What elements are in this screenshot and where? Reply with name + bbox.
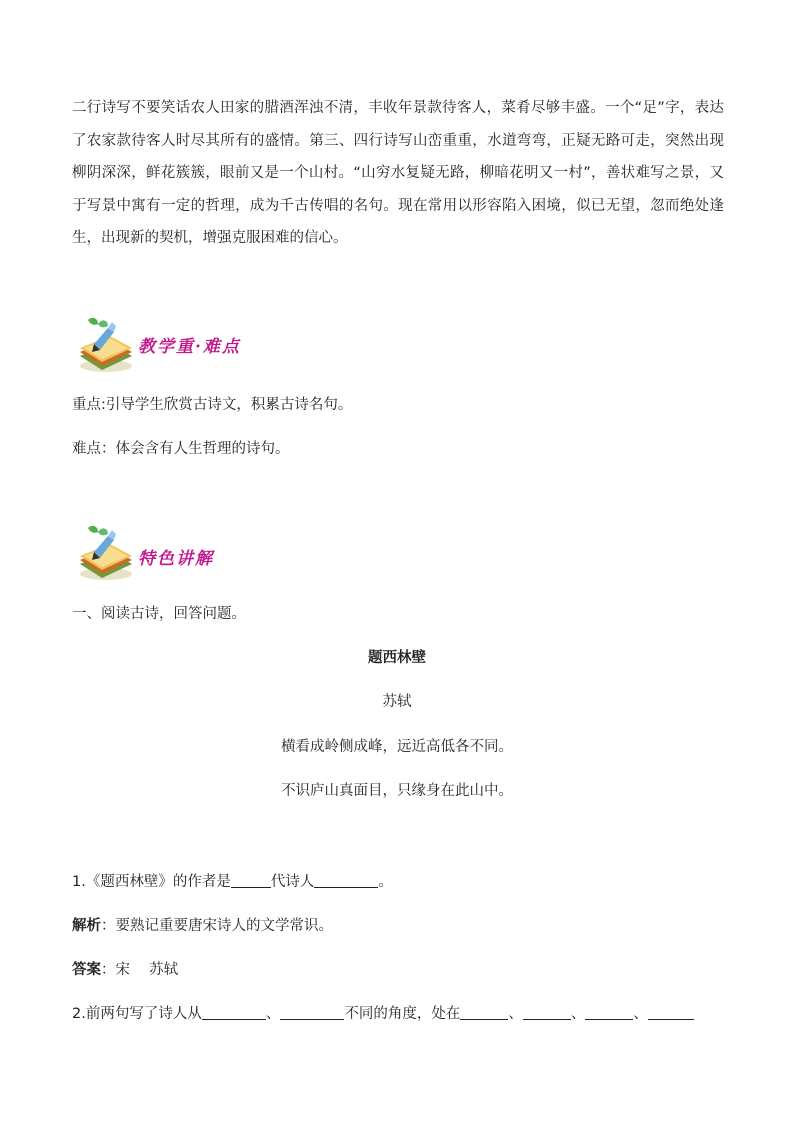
question-text: 代诗人 xyxy=(270,874,315,890)
analysis-text: ：要熟记重要唐宋诗人的文学常识。 xyxy=(101,918,333,934)
answer-blank[interactable] xyxy=(523,1004,571,1020)
analysis-label: 解析 xyxy=(72,918,101,934)
answer-line xyxy=(72,958,178,979)
book-pen-icon xyxy=(72,314,136,378)
analysis-line xyxy=(72,914,333,935)
book-pen-icon xyxy=(72,522,136,586)
question-text: 1.《题西林壁》的作者是 xyxy=(72,874,231,890)
answer-blank[interactable] xyxy=(585,1004,633,1020)
task-instruction: 一、阅读古诗，回答问题。 xyxy=(72,606,246,622)
section-title: 教学重·难点 xyxy=(138,337,241,357)
answer-blank[interactable] xyxy=(314,872,378,888)
section-heading-explanation xyxy=(72,522,372,586)
poem-title: 题西林壁 xyxy=(368,650,426,666)
difficult-point-text: 难点：体会含有人生哲理的诗句。 xyxy=(72,441,290,457)
key-point-text: 重点:引导学生欣赏古诗文，积累古诗名句。 xyxy=(72,397,353,413)
answer-blank[interactable] xyxy=(648,1004,694,1020)
question-text: 。 xyxy=(378,874,393,890)
question-1 xyxy=(72,870,393,891)
separator: 、 xyxy=(508,1006,523,1022)
poem-line-2: 不识庐山真面目，只缘身在此山中。 xyxy=(281,783,513,799)
section-heading-key-points xyxy=(72,314,372,378)
answer-blank[interactable] xyxy=(460,1004,508,1020)
intro-paragraph: 二行诗写不要笑话农人田家的腊酒浑浊不清，丰收年景款待客人，菜肴尽够丰盛。一个“足”字，表达了农家款待客人时尽其所有的盛情。第三、四行诗写山峦重重，水道弯弯，正疑无路可走，突然出现柳阴深深，鲜花簇簇，眼前又是一个山村。“山穷水复疑无路，柳暗花明又一村”，善状难写之景，又于写景中寓有一定的哲理，成为千古传唱的名句。现在常用以形容陷入困境，似已无望，忽而绝处逢生，出现新的契机，增强克服困难的信心。 xyxy=(72,100,724,246)
question-text: 2.前两句写了诗人从 xyxy=(72,1006,202,1022)
poem-line-1: 横看成岭侧成峰，远近高低各不同。 xyxy=(281,739,513,755)
separator: 、 xyxy=(633,1006,648,1022)
answer-label: 答案 xyxy=(72,962,101,978)
section-title: 特色讲解 xyxy=(138,549,214,569)
answer-blank[interactable] xyxy=(231,872,271,888)
question-2 xyxy=(72,1002,694,1023)
separator: 、 xyxy=(570,1006,586,1022)
answer-blank[interactable] xyxy=(202,1004,266,1020)
answer-blank[interactable] xyxy=(280,1004,344,1020)
answer-text: ：宋 苏轼 xyxy=(101,962,179,978)
separator: 、 xyxy=(265,1006,281,1022)
poem-author: 苏轼 xyxy=(382,694,412,710)
question-text: 不同的角度，处在 xyxy=(344,1006,461,1022)
